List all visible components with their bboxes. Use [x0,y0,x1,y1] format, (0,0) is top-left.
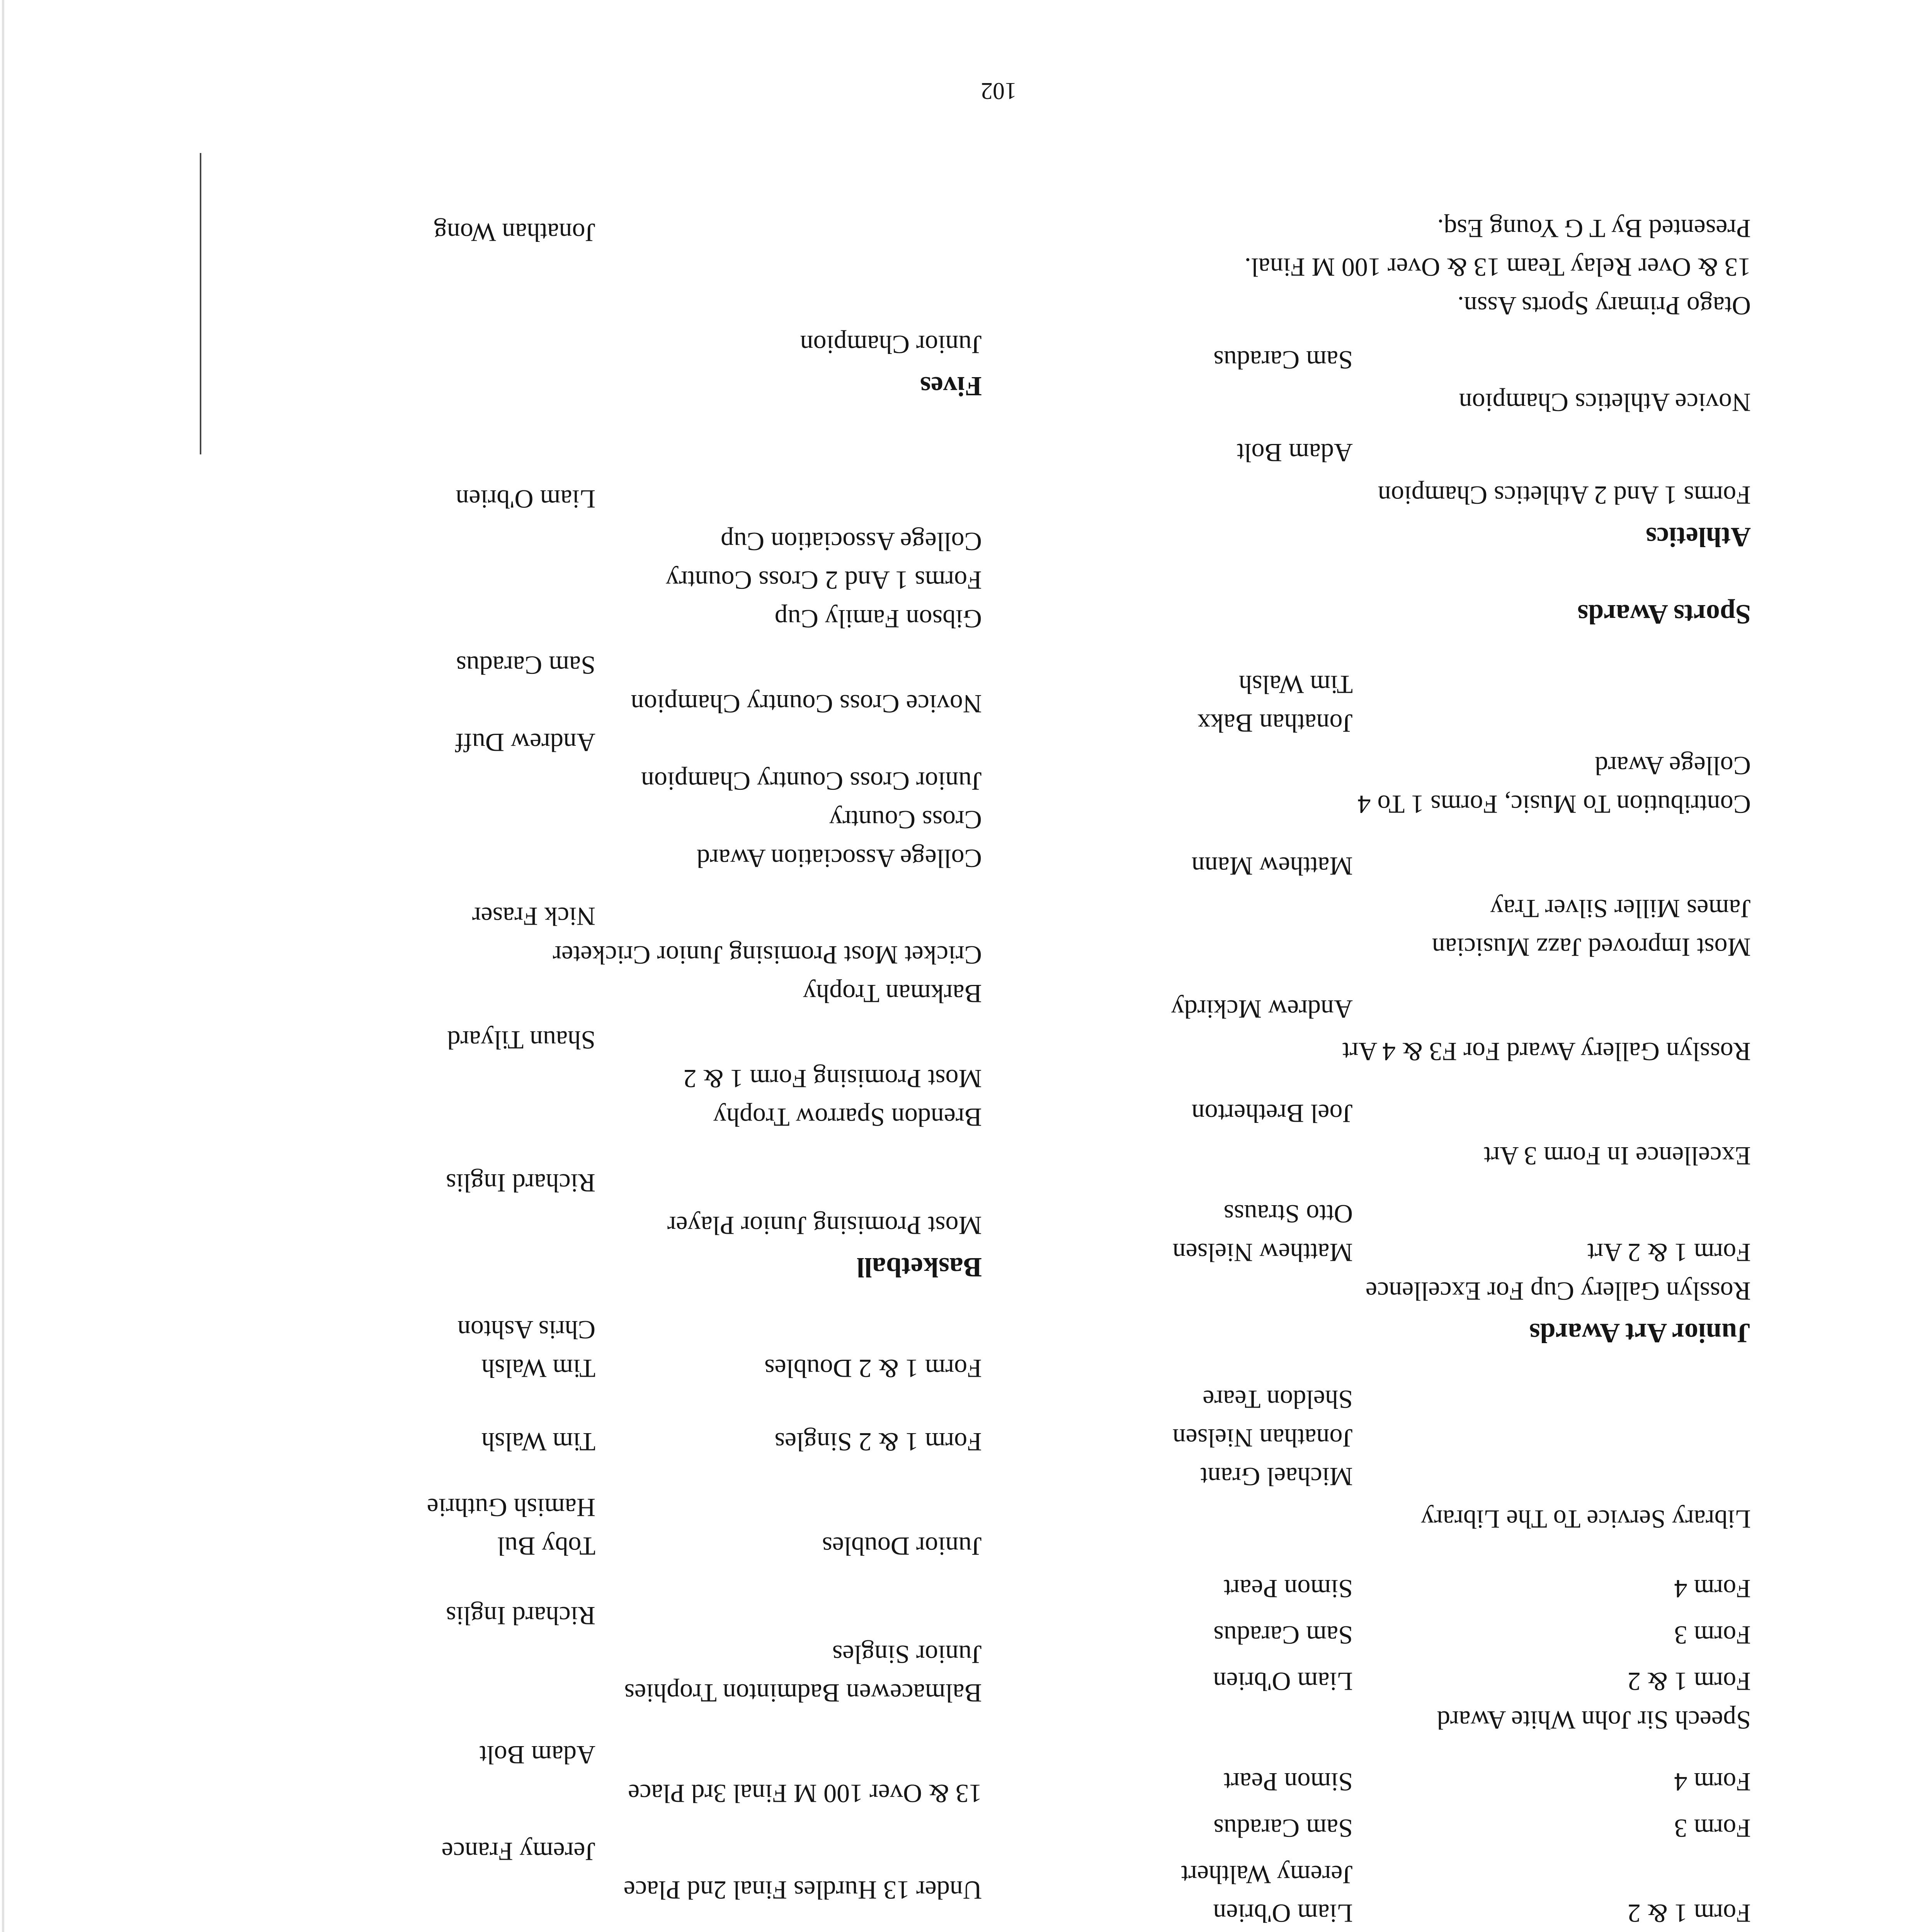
award-winner: Adam Bolt [479,1740,595,1770]
award-winner: Andrew Mckirdy [1171,995,1353,1024]
award-form: Form 1 & 2 Singles [774,1427,982,1457]
award-winner: Liam O'brien [1213,1899,1353,1928]
award-title: College Association Award [697,844,982,873]
award-winner: Matthew Nielsen [1172,1238,1353,1267]
award-title: Rosslyn Gallery Award For F3 & 4 Art [1342,1037,1751,1066]
award-winner: Tim Walsh [481,1354,595,1383]
award-title: 13 & Over Relay Team 13 & Over 100 M Final. [1244,253,1751,282]
award-winner: Richard Inglis [446,1601,595,1631]
section-heading: Junior Art Awards [1529,1318,1751,1349]
award-title: College Award [1595,751,1751,781]
award-winner: Sam Caradus [1213,345,1353,375]
award-title: Library Service To The Library [1421,1505,1751,1534]
section-heading: Athletics [1646,522,1751,553]
award-winner: Hamish Guthrie [427,1493,595,1522]
award-winner: Jonathan Bakx [1197,709,1353,738]
award-form: Form 1 & 2 [1627,1667,1751,1696]
award-title: James Miller Silver Tray [1490,894,1751,923]
award-winner: Shaun Tilyard [447,1026,595,1055]
award-winner: Tim Walsh [481,1427,595,1457]
award-winner: Sam Caradus [1213,1814,1353,1843]
page-number: 102 [981,78,1017,104]
award-form: Form 1 & 2 Art [1587,1238,1751,1267]
award-winner: Michael Grant [1200,1462,1353,1492]
award-title: Excellence In Form 3 Art [1483,1141,1751,1171]
award-winner: Richard Inglis [446,1168,595,1198]
award-title: Gibson Family Cup [774,604,982,634]
award-form: Junior Doubles [822,1532,982,1561]
section-heading: Fives [920,371,982,402]
award-winner: Toby Bul [497,1532,595,1561]
award-winner: Andrew Duff [455,728,595,757]
award-winner: Otto Strauss [1223,1199,1353,1229]
award-title: Forms 1 And 2 Athletics Champion [1378,481,1751,510]
section-heading: Sports Awards [1577,599,1751,630]
award-form: Form 1 & 2 Doubles [764,1354,982,1383]
award-title: Cross Country [829,805,982,835]
award-form: Form 3 [1674,1814,1751,1843]
award-title: Novice Athletics Champion [1459,388,1751,417]
award-winner: Sheldon Teare [1203,1385,1353,1414]
award-title: Junior Cross Country Champion [641,767,982,796]
award-title: Contribution To Music, Forms 1 To 4 [1357,790,1751,819]
award-title: Junior Champion [800,330,982,359]
award-winner: Nick Fraser [472,902,595,931]
award-winner: Jeremy Walthert [1181,1860,1353,1889]
award-form: Form 4 [1674,1574,1751,1604]
award-title: Balmacewen Badminton Trophies [624,1679,982,1708]
section-heading: Basketball [856,1252,982,1283]
award-winner: Sam Caradus [456,651,595,680]
award-winner: Matthew Mann [1191,852,1353,881]
award-winner: Jeremy France [441,1837,595,1866]
margin-rule [200,153,201,454]
award-title: Brendon Sparrow Trophy [713,1103,982,1132]
award-winner: Joel Bretherton [1191,1099,1353,1128]
award-title: Most Promising Form 1 & 2 [683,1064,982,1094]
award-winner: Simon Peart [1223,1767,1353,1797]
award-title: Under 13 Hurdles Final 2nd Place [623,1876,982,1905]
award-title: Most Promising Junior Player [667,1211,982,1240]
award-title: Forms 1 And 2 Cross Country [666,566,982,595]
award-form: Form 4 [1674,1767,1751,1797]
award-title: 13 & Over 100 M Final 3rd Place [628,1779,982,1808]
award-title: Presented By T G Young Esq. [1437,214,1751,243]
award-title: Most Improved Jazz Musician [1432,933,1751,962]
award-winner: Adam Bolt [1237,438,1353,468]
award-form: Junior Singles [832,1640,982,1669]
award-winner: Sam Caradus [1213,1621,1353,1650]
award-winner: Liam O'brien [456,485,595,514]
award-title: Speech Sir John White Award [1437,1706,1751,1735]
award-title: Rosslyn Gallery Cup For Excellence [1365,1277,1751,1306]
award-title: Novice Cross Country Champion [631,689,982,719]
award-title: Cricket Most Promising Junior Cricketer [553,940,982,970]
award-title: College Association Cup [720,527,982,556]
award-winner: Jonathan Nielsen [1172,1423,1353,1453]
award-winner: Jonathan Wong [434,218,595,247]
award-winner: Chris Ashton [457,1315,595,1345]
award-winner: Tim Walsh [1239,670,1353,699]
award-winner: Liam O'brien [1213,1667,1353,1696]
award-form: Form 3 [1674,1621,1751,1650]
award-form: Form 1 & 2 [1627,1899,1751,1928]
award-title: Barkman Trophy [803,979,982,1009]
scan-edge [2,0,4,1932]
award-title: Otago Primary Sports Assn. [1457,291,1751,321]
award-winner: Simon Peart [1223,1574,1353,1604]
